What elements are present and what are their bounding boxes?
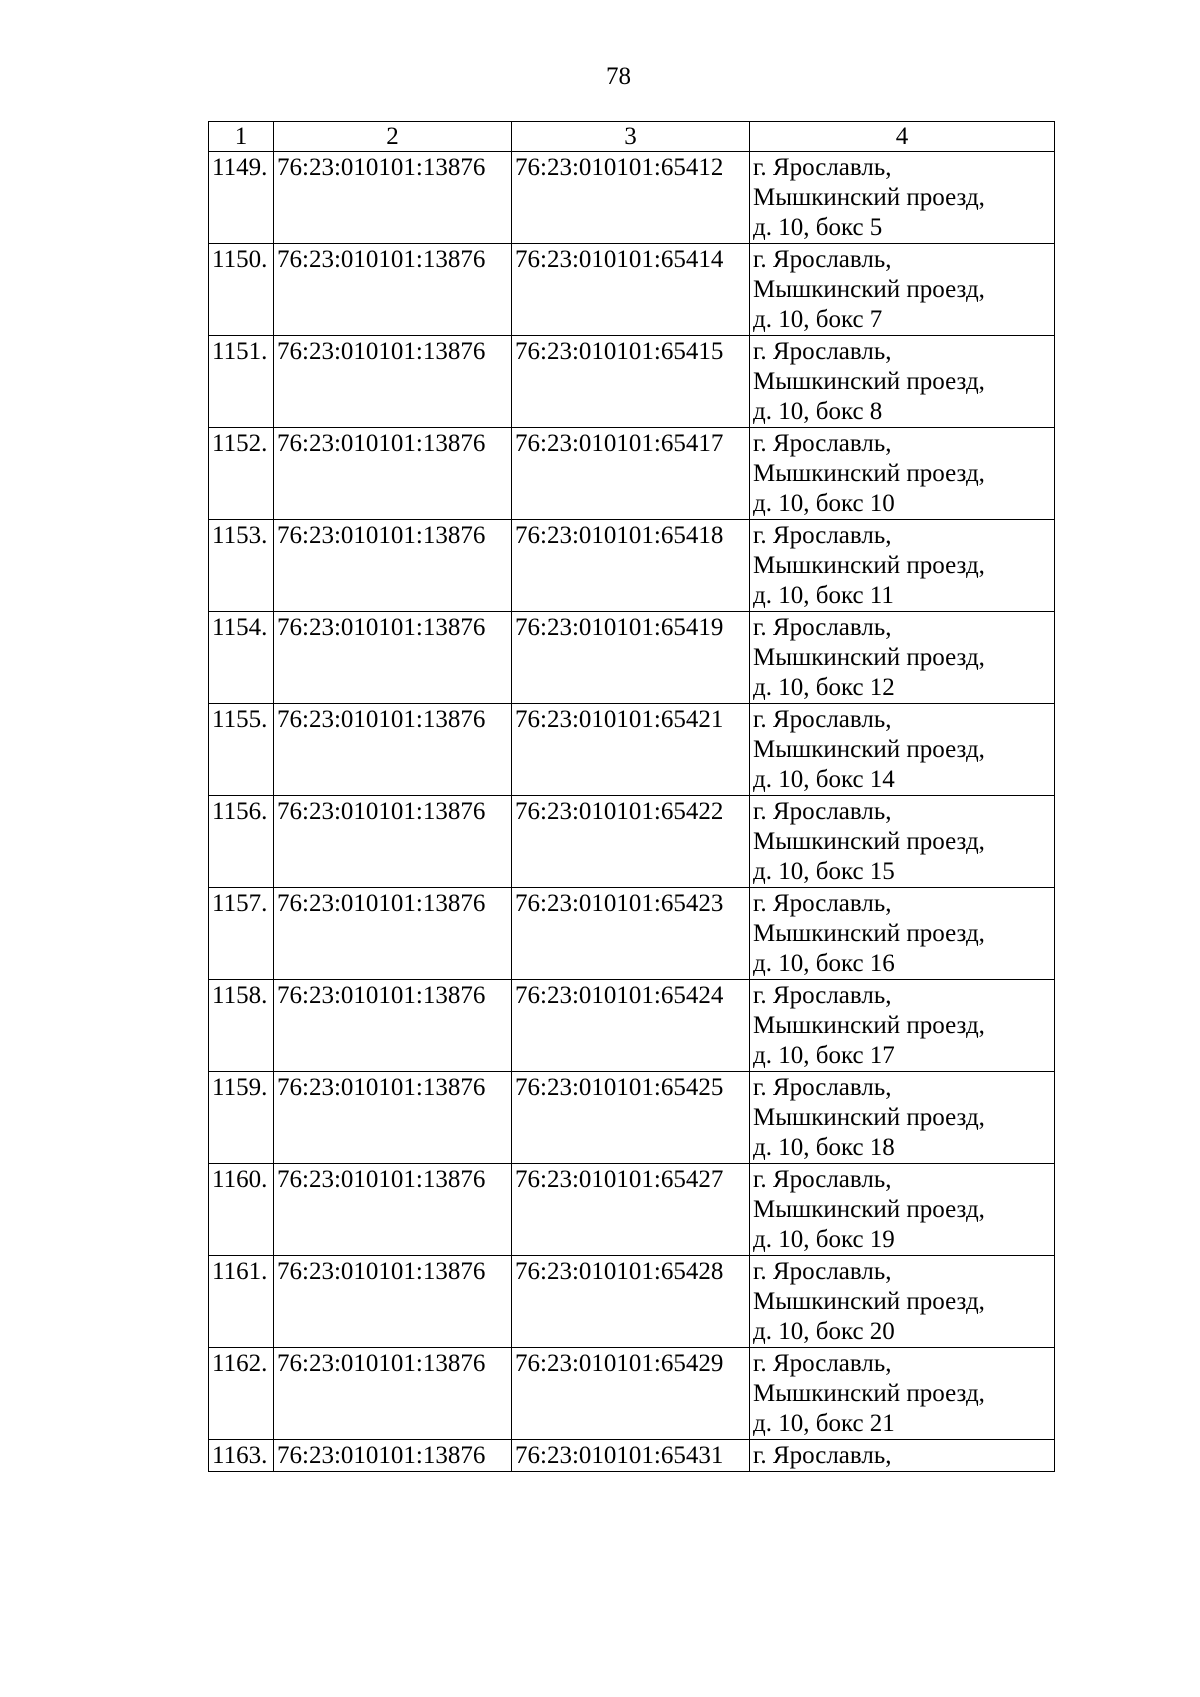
object-number-cell: 76:23:010101:65419 — [512, 612, 750, 704]
object-number-cell: 76:23:010101:65428 — [512, 1256, 750, 1348]
address-line: г. Ярославль, — [753, 154, 892, 181]
land-plot-number-cell: 76:23:010101:13876 — [274, 612, 512, 704]
address-line: д. 10, бокс 8 — [753, 398, 883, 425]
land-plot-number-cell: 76:23:010101:13876 — [274, 152, 512, 244]
row-number-cell: 1159. — [209, 1072, 274, 1164]
land-plot-number-cell: 76:23:010101:13876 — [274, 520, 512, 612]
table-header-row — [209, 122, 1055, 152]
address-line: г. Ярославль, — [753, 1166, 892, 1193]
address-line: д. 10, бокс 14 — [753, 766, 895, 793]
address-line: Мышкинский проезд, — [753, 644, 985, 671]
address-line: д. 10, бокс 18 — [753, 1134, 895, 1161]
table-row — [209, 796, 1055, 888]
table-row — [209, 152, 1055, 244]
object-number-cell: 76:23:010101:65417 — [512, 428, 750, 520]
address-line: Мышкинский проезд, — [753, 736, 985, 763]
page-number: 78 — [606, 63, 631, 90]
address-cell — [750, 1440, 1055, 1472]
object-number-cell: 76:23:010101:65424 — [512, 980, 750, 1072]
address-line: д. 10, бокс 17 — [753, 1042, 895, 1069]
row-number-cell: 1158. — [209, 980, 274, 1072]
address-line: Мышкинский проезд, — [753, 920, 985, 947]
address-line: Мышкинский проезд, — [753, 828, 985, 855]
row-number-cell: 1153. — [209, 520, 274, 612]
address-line: д. 10, бокс 7 — [753, 306, 883, 333]
row-number-cell: 1151. — [209, 336, 274, 428]
address-line: г. Ярославль, — [753, 614, 892, 641]
address-cell — [750, 1072, 1055, 1164]
land-plot-number-cell: 76:23:010101:13876 — [274, 796, 512, 888]
table-row — [209, 1256, 1055, 1348]
address-line: г. Ярославль, — [753, 706, 892, 733]
cadastral-table — [208, 121, 1055, 1472]
row-number-cell: 1149. — [209, 152, 274, 244]
address-line: Мышкинский проезд, — [753, 1196, 985, 1223]
address-line: Мышкинский проезд, — [753, 1288, 985, 1315]
header-col-3: 3 — [512, 122, 750, 152]
object-number-cell: 76:23:010101:65412 — [512, 152, 750, 244]
object-number-cell: 76:23:010101:65422 — [512, 796, 750, 888]
address-line: г. Ярославль, — [753, 338, 892, 365]
address-cell — [750, 796, 1055, 888]
address-cell — [750, 428, 1055, 520]
object-number-cell: 76:23:010101:65431 — [512, 1440, 750, 1472]
header-col-2: 2 — [274, 122, 512, 152]
address-cell — [750, 1164, 1055, 1256]
table-row — [209, 1440, 1055, 1472]
table-row — [209, 1348, 1055, 1440]
address-cell — [750, 888, 1055, 980]
address-line: д. 10, бокс 19 — [753, 1226, 895, 1253]
address-line: г. Ярославль, — [753, 982, 892, 1009]
table-row — [209, 1072, 1055, 1164]
address-cell — [750, 520, 1055, 612]
address-cell — [750, 980, 1055, 1072]
row-number-cell: 1160. — [209, 1164, 274, 1256]
land-plot-number-cell: 76:23:010101:13876 — [274, 1256, 512, 1348]
address-line: г. Ярославль, — [753, 890, 892, 917]
address-cell — [750, 336, 1055, 428]
address-line: д. 10, бокс 10 — [753, 490, 895, 517]
row-number-cell: 1162. — [209, 1348, 274, 1440]
land-plot-number-cell: 76:23:010101:13876 — [274, 244, 512, 336]
address-line: г. Ярославль, — [753, 1258, 892, 1285]
table-row — [209, 980, 1055, 1072]
address-line: Мышкинский проезд, — [753, 184, 985, 211]
object-number-cell: 76:23:010101:65429 — [512, 1348, 750, 1440]
address-line: Мышкинский проезд, — [753, 1104, 985, 1131]
address-cell — [750, 612, 1055, 704]
address-line: Мышкинский проезд, — [753, 460, 985, 487]
address-line: г. Ярославль, — [753, 1074, 892, 1101]
address-cell — [750, 244, 1055, 336]
header-col-4: 4 — [750, 122, 1055, 152]
table-row — [209, 336, 1055, 428]
table-body — [209, 152, 1055, 1472]
address-line: д. 10, бокс 20 — [753, 1318, 895, 1345]
object-number-cell: 76:23:010101:65415 — [512, 336, 750, 428]
land-plot-number-cell: 76:23:010101:13876 — [274, 1348, 512, 1440]
land-plot-number-cell: 76:23:010101:13876 — [274, 428, 512, 520]
table-row — [209, 244, 1055, 336]
address-line: Мышкинский проезд, — [753, 552, 985, 579]
address-cell — [750, 1348, 1055, 1440]
address-cell — [750, 704, 1055, 796]
address-line: Мышкинский проезд, — [753, 368, 985, 395]
row-number-cell: 1154. — [209, 612, 274, 704]
table-row — [209, 704, 1055, 796]
address-line: г. Ярославль, — [753, 522, 892, 549]
row-number-cell: 1152. — [209, 428, 274, 520]
land-plot-number-cell: 76:23:010101:13876 — [274, 704, 512, 796]
address-line: д. 10, бокс 12 — [753, 674, 895, 701]
row-number-cell: 1150. — [209, 244, 274, 336]
object-number-cell: 76:23:010101:65418 — [512, 520, 750, 612]
address-cell — [750, 152, 1055, 244]
land-plot-number-cell: 76:23:010101:13876 — [274, 1072, 512, 1164]
address-line: г. Ярославль, — [753, 430, 892, 457]
land-plot-number-cell: 76:23:010101:13876 — [274, 336, 512, 428]
object-number-cell: 76:23:010101:65427 — [512, 1164, 750, 1256]
row-number-cell: 1157. — [209, 888, 274, 980]
address-line: г. Ярославль, — [753, 246, 892, 273]
table-row — [209, 612, 1055, 704]
land-plot-number-cell: 76:23:010101:13876 — [274, 888, 512, 980]
table-row — [209, 428, 1055, 520]
address-line: д. 10, бокс 5 — [753, 214, 883, 241]
table-row — [209, 1164, 1055, 1256]
row-number-cell: 1155. — [209, 704, 274, 796]
land-plot-number-cell: 76:23:010101:13876 — [274, 1440, 512, 1472]
land-plot-number-cell: 76:23:010101:13876 — [274, 980, 512, 1072]
row-number-cell: 1156. — [209, 796, 274, 888]
address-line: д. 10, бокс 21 — [753, 1410, 895, 1437]
address-line: Мышкинский проезд, — [753, 276, 985, 303]
object-number-cell: 76:23:010101:65421 — [512, 704, 750, 796]
address-line: д. 10, бокс 16 — [753, 950, 895, 977]
land-plot-number-cell: 76:23:010101:13876 — [274, 1164, 512, 1256]
address-line: Мышкинский проезд, — [753, 1380, 985, 1407]
table-row — [209, 888, 1055, 980]
table-row — [209, 520, 1055, 612]
address-line: Мышкинский проезд, — [753, 1012, 985, 1039]
address-cell — [750, 1256, 1055, 1348]
row-number-cell: 1161. — [209, 1256, 274, 1348]
object-number-cell: 76:23:010101:65425 — [512, 1072, 750, 1164]
address-line: г. Ярославль, — [753, 1350, 892, 1377]
row-number-cell: 1163. — [209, 1440, 274, 1472]
object-number-cell: 76:23:010101:65423 — [512, 888, 750, 980]
header-col-1: 1 — [209, 122, 274, 152]
address-line: д. 10, бокс 15 — [753, 858, 895, 885]
address-line: д. 10, бокс 11 — [753, 582, 894, 609]
address-line: г. Ярославль, — [753, 1442, 892, 1469]
address-line: г. Ярославль, — [753, 798, 892, 825]
object-number-cell: 76:23:010101:65414 — [512, 244, 750, 336]
